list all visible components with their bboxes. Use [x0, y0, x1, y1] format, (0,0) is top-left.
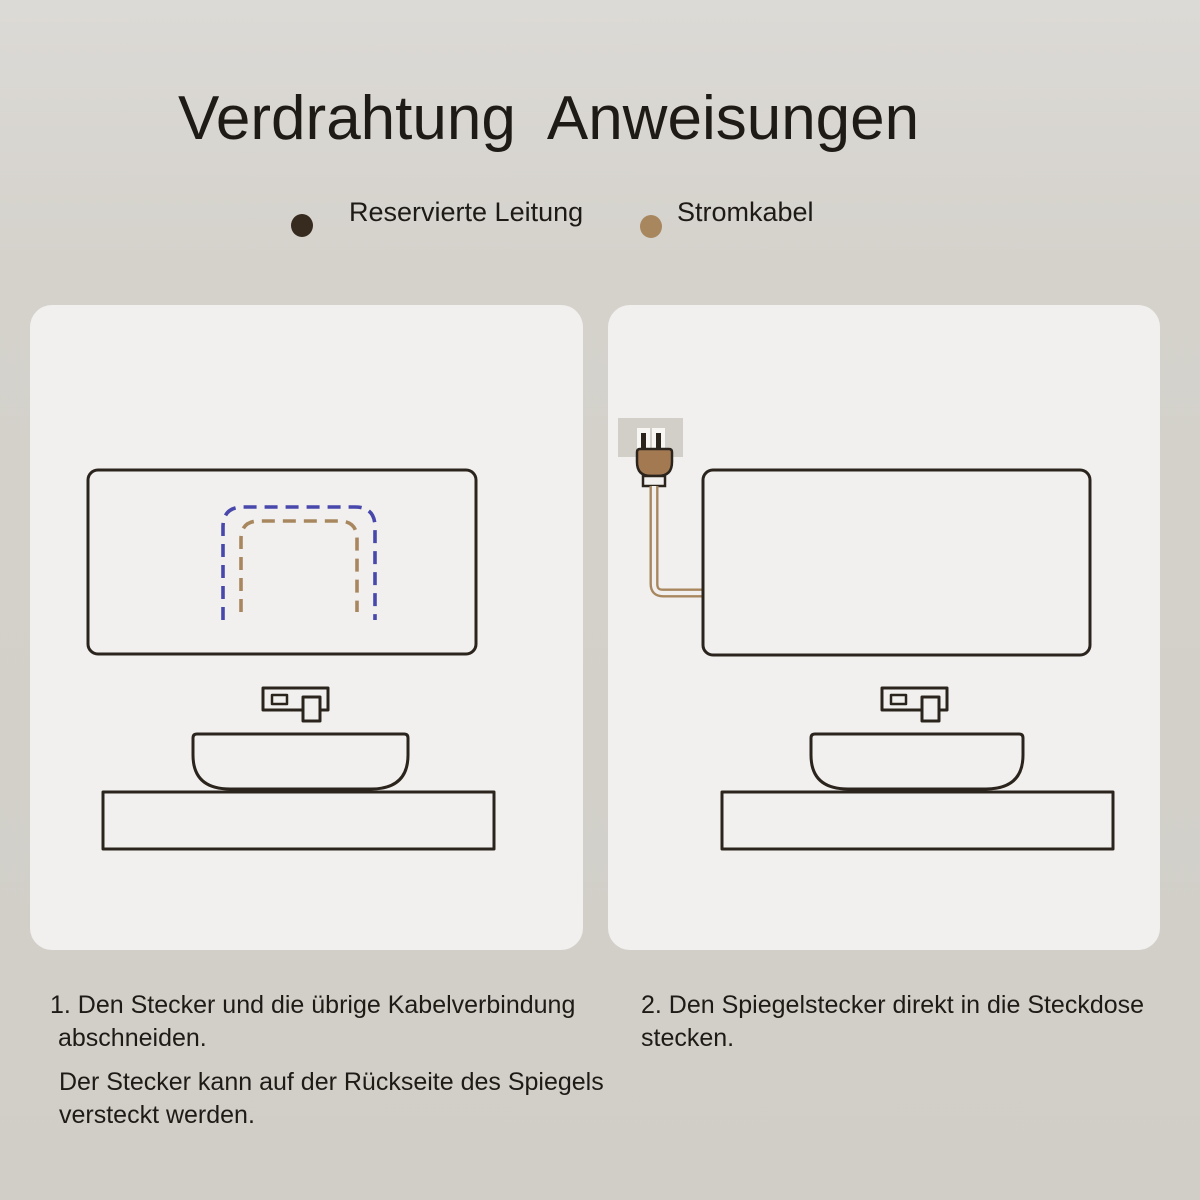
faucet-spout [303, 697, 320, 721]
step-1-diagram [30, 305, 583, 950]
vanity-shelf [722, 792, 1113, 849]
panel-step-2 [608, 305, 1160, 950]
step-2-caption-line-1: 2. Den Spiegelstecker direkt in die Steckdose stecken. [641, 991, 1145, 1052]
power-cable-core [654, 486, 708, 593]
step-1-caption-line-2: abschneiden. [58, 1024, 207, 1052]
page-title: Verdrahtung Anweisungen [178, 84, 920, 153]
step-2-caption [641, 989, 1200, 1055]
reserved-line-dot-icon [291, 214, 313, 237]
step-1-caption [50, 989, 604, 1132]
power-cable-dot-icon [640, 215, 662, 238]
plug-connector [643, 476, 665, 486]
faucet-spout [922, 697, 939, 721]
step-1-caption-line-1: 1. Den Stecker und die übrige Kabelverbindung [50, 991, 576, 1019]
legend-label-reserved-line: Reservierte Leitung [349, 197, 584, 227]
sink-bowl [811, 734, 1023, 789]
power-plug [637, 449, 672, 476]
panel-step-1 [30, 305, 583, 950]
mirror-outline [88, 470, 476, 654]
legend-label-power-cable: Stromkabel [677, 197, 814, 227]
vanity-shelf [103, 792, 494, 849]
power-cable [654, 486, 708, 593]
step-2-diagram [608, 305, 1160, 950]
step-1-note-line-1: Der Stecker kann auf der Rückseite des Spiegels [59, 1068, 604, 1096]
step-1-note-line-2: versteckt werden. [59, 1101, 255, 1129]
mirror-outline [703, 470, 1090, 655]
sink-bowl [193, 734, 408, 789]
